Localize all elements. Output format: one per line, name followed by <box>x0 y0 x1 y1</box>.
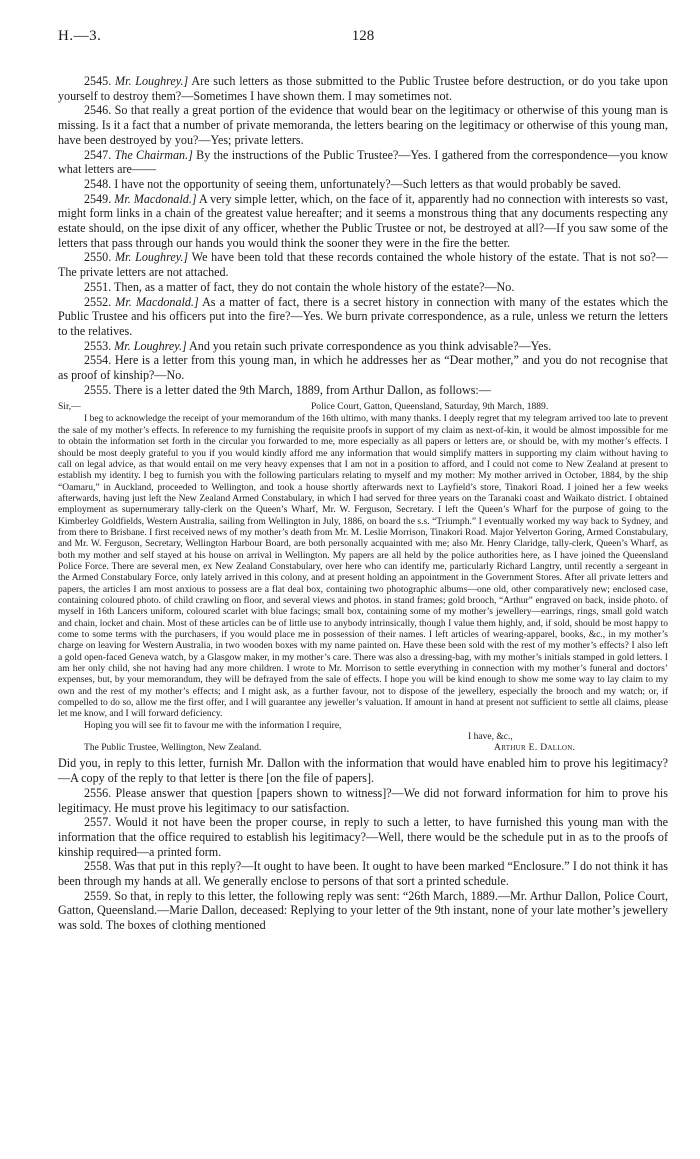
letter-body: I beg to acknowledge the receipt of your memorandum of the 16th ultimo, with many thanks. I deeply regret that my telegram arrived too late to prevent the sale of my mother’s effects. In reference to my furnishing the requisite proofs in support of my claim as next-of-kin, it would be almost impossible for me to obtain the information set forth in the circular you forwarded to me, more especially as all papers or letters are, or should be, with my mother’s effects. I should be most deeply grateful to you if you would kindly afford me any information that would simplify matters in supporting my claim without having to call on legal advice, as that would entail on me very heavy expenses that I am not in a position to afford, and I could not come to New Zealand at present to establish my identity. I beg to furnish you with the following particulars relating to myself and my mother: My mother arrived in October, 1884, by the ship “Oamaru,” in Auckland, proceeded to Wellington, and took a house shortly afterwards next to Layfield’s store, Tinakori Road. I joined her a few weeks afterwards, having just left the New Zealand Armed Constabulary, in which I had served for three years on the Taranaki coast and Waikato district. I obtained employment as supernumerary tally-clerk on the Queen’s Wharf, Mr. W. Ferguson, Secretary. I left the Queen’s Wharf for the purpose of going to the Kimberley Goldfields, Western Australia, sailing from Wellington in July, 1886, on board the s.s. “Triumph.” I eventually worked my way back to Sydney, and from there to Brisbane. I first received news of my mother’s death from Mr. M. Leslie Morrison, Tinakori Road. Major Yelverton Goring, Armed Constabulary, and Mr. W. Ferguson, Secretary, Wellington Harbour Board, are both personally acquainted with me; also Mr. Henry Claridge, tally-clerk, Queen’s Wharf, as both my mother and self stayed at his house on arrival in Wellington. My papers are all held by the police authorities here, as I have joined the Queensland Police Force. There are several men, ex New Zealand Constabulary, over here who can identify me, particularly Richard Langtry, until recently a sergeant in the Armed Constabulary Force, only lately arrived in this colony, and at present holding an appointment in the Government Stores. After all private letters and papers, the articles I am most anxious to possess are a flat deal box, containing two photographic albums—one old, other comparatively new; enclosed case, containing coloured photo. of child crawling on floor, and several views and photos. in stand frames; gold brooch, “Arthur” engraved on back, inside photo. of myself in 16th Lancers uniform, coloured scarlet with blue facings; small box, containing some of my mother’s jewellery—earrings, rings, small gold watch and chain, locket and chain. Most of these articles can be of little use to anybody intrinsically, though I value them highly, and, if sold, should be most happy to come to some terms with the purchasers, if you would place me in possession of their names. I left articles of wearing-apparel, books, &c., in my mother’s charge on leaving for Western Australia, in two wooden boxes with my name painted on. Have these been sold with the rest of my mother’s effects? I also left a gold open-faced Geneva watch, by a Glasgow maker, in my mother’s care. There was also a dressing-bag, with my mother’s initials stamped in gold letters. I am her only child, she not having had any more children. I wrote to Mr. Morrison to settle everything in connection with my mother’s funeral and doctors’ expenses, but, by your memorandum, they will be defrayed from the sale of effects. I hope you will be kind enough to show me some way to lay claim to my own and the rest of my mother’s effects; and I might ask, as a further favour, not to dispose of the jewellery, especially the brooch and my watch; or, if compelled to do so, allow me the first offer, and I will guarantee any jeweller’s valuation. If amount in hand at present not sufficient to settle all claims, please let me know, and I will forward deficiency. <box>58 413 668 720</box>
question-number: 2547. <box>84 147 115 162</box>
question-number: 2552. <box>84 294 116 309</box>
questions-after-list <box>58 786 668 933</box>
question-number: 2549. <box>84 191 115 206</box>
question-number: 2558. <box>84 859 115 874</box>
question-text: Would it not have been the proper course, in reply to such a letter, to have furnished this young man with the information that the office required to establish his legitimacy?—Well, there would be the schedule put in as to the proofs of kinship required—a printed form. <box>58 815 668 859</box>
question-paragraph <box>58 280 668 295</box>
question-text: So that really a great portion of the evidence that would bear on the legitimacy or otherwise of this young man is missing. Is it a fact that a number of private memoranda, the letters bearing on the legitimacy or otherwise of this young man, have been destroyed by you?—Yes; private letters. <box>58 103 669 147</box>
speaker-name: Mr. Loughrey.] <box>114 250 189 265</box>
speaker-name: Mr. Macdonald.] <box>115 294 199 309</box>
question-paragraph <box>58 295 668 339</box>
speaker-name: Mr. Loughrey.] <box>114 338 187 353</box>
question-text: Here is a letter from this young man, in which he addresses her as “Dear mother,” and you do not recognise that as proof of kinship?—No. <box>58 353 669 383</box>
question-number: 2556. <box>84 785 116 800</box>
letter-closing: I have, &c., <box>468 731 513 743</box>
question-text: So that, in reply to this letter, the following reply was sent: “26th March, 1889.—Mr. Arthur Dallon, Police Court, Gatton, Queensland.—Marie Dallon, deceased: Replying to your letter of the 9th instant, none of your late mother’s jewellery was sold. The boxes of clothing mentioned <box>58 888 668 933</box>
speaker-name: Mr. Macdonald.] <box>114 191 197 206</box>
question-text: There is a letter dated the 9th March, 1889, from Arthur Dallon, as follows:— <box>114 382 491 397</box>
letter-signature: Arthur E. Dallon. <box>494 742 576 754</box>
letter-signature-line <box>58 742 668 754</box>
speaker-name: Mr. Loughrey.] <box>115 74 189 88</box>
question-paragraph <box>58 815 668 859</box>
question-paragraph <box>58 250 668 279</box>
question-text: Was that put in this reply?—It ought to have been. It ought to have been marked “Enclosure.” I do not think it has been through my hands at all. We generally enclose to persons of that sort a printed schedule. <box>58 859 668 889</box>
question-paragraph <box>58 192 668 251</box>
question-number: 2545. <box>84 74 115 88</box>
question-text: As a matter of fact, there is a secret history in connection with many of the estates which the Public Trustee and his officers put into the fire?—Yes. We burn private correspondence, as a rule, unless we return the letters to the relatives. <box>58 294 669 338</box>
quoted-letter <box>58 401 668 754</box>
letter-heading <box>58 401 668 413</box>
question-paragraph <box>58 74 668 103</box>
question-text: A very simple letter, which, on the face of it, apparently had no connection with interests so vast, might form links in a chain of the greatest value hereafter; and it seems a monstrous thing that any documents respecting any estate should, on the ipse dixit of any officer, whether the Public Trustee or not, be destroyed at all?—If you saw some of the letters that pass through our hands you would think the sooner they were in the fire the better. <box>58 191 668 250</box>
question-text: We have been told that these records contained the whole history of the estate. That is not so?—The private letters are not attached. <box>58 250 668 280</box>
question-text: And you retain such private correspondence as you think advisable?—Yes. <box>186 338 552 353</box>
page-header <box>58 28 668 48</box>
question-paragraph <box>58 339 668 354</box>
question-number: 2551. <box>84 279 115 294</box>
question-number: 2559. <box>84 888 115 903</box>
question-number: 2554. <box>84 353 115 368</box>
continuation-paragraph: Did you, in reply to this letter, furnish Mr. Dallon with the information that would have enabled him to prove his legitimacy?—A copy of the reply to that letter is there [on the file of papers]. <box>58 756 668 786</box>
page-number: 128 <box>351 28 375 44</box>
question-paragraph <box>58 177 668 192</box>
question-number: 2546. <box>84 103 115 118</box>
question-text: Then, as a matter of fact, they do not contain the whole history of the estate?—No. <box>114 279 515 294</box>
question-paragraph <box>58 786 668 815</box>
question-text: I have not the opportunity of seeing them, unfortunately?—Such letters as that would probably be saved. <box>114 176 622 191</box>
question-paragraph <box>58 889 668 933</box>
question-number: 2550. <box>84 250 115 265</box>
questions-before-letter <box>58 74 668 397</box>
speaker-name: The Chairman.] <box>114 147 193 162</box>
letter-recipient: The Public Trustee, Wellington, New Zealand. <box>84 742 262 754</box>
letter-hoping-line: Hoping you will see fit to favour me with the information I require, <box>84 719 342 731</box>
questions-after-letter <box>58 756 668 932</box>
document-body <box>58 74 668 933</box>
question-number: 2557. <box>84 815 116 830</box>
question-number: 2548. <box>84 176 115 191</box>
question-text: Please answer that question [papers shown to witness]?—We did not forward information for him to prove his legitimacy. He must prove his legitimacy to our satisfaction. <box>58 785 668 815</box>
letter-address-date: Police Court, Gatton, Queensland, Saturday, 9th March, 1889. <box>311 401 549 413</box>
question-number: 2555. <box>84 382 115 397</box>
question-paragraph <box>58 353 668 382</box>
question-paragraph <box>58 148 668 177</box>
question-number: 2553. <box>84 338 115 353</box>
question-paragraph <box>58 859 668 888</box>
letter-salutation: Sir,— <box>58 401 81 413</box>
question-paragraph <box>58 383 668 398</box>
question-paragraph <box>58 103 668 147</box>
parliamentary-paper-code: H.—3. <box>58 28 102 44</box>
question-text: Are such letters as those submitted to the Public Trustee before destruction, or do you take upon yourself to destroy them?—Sometimes I have shown them. I may sometimes not. <box>58 74 668 103</box>
question-text: By the instructions of the Public Trustee?—Yes. I gathered from the correspondence—you know what letters are—— <box>58 147 669 177</box>
